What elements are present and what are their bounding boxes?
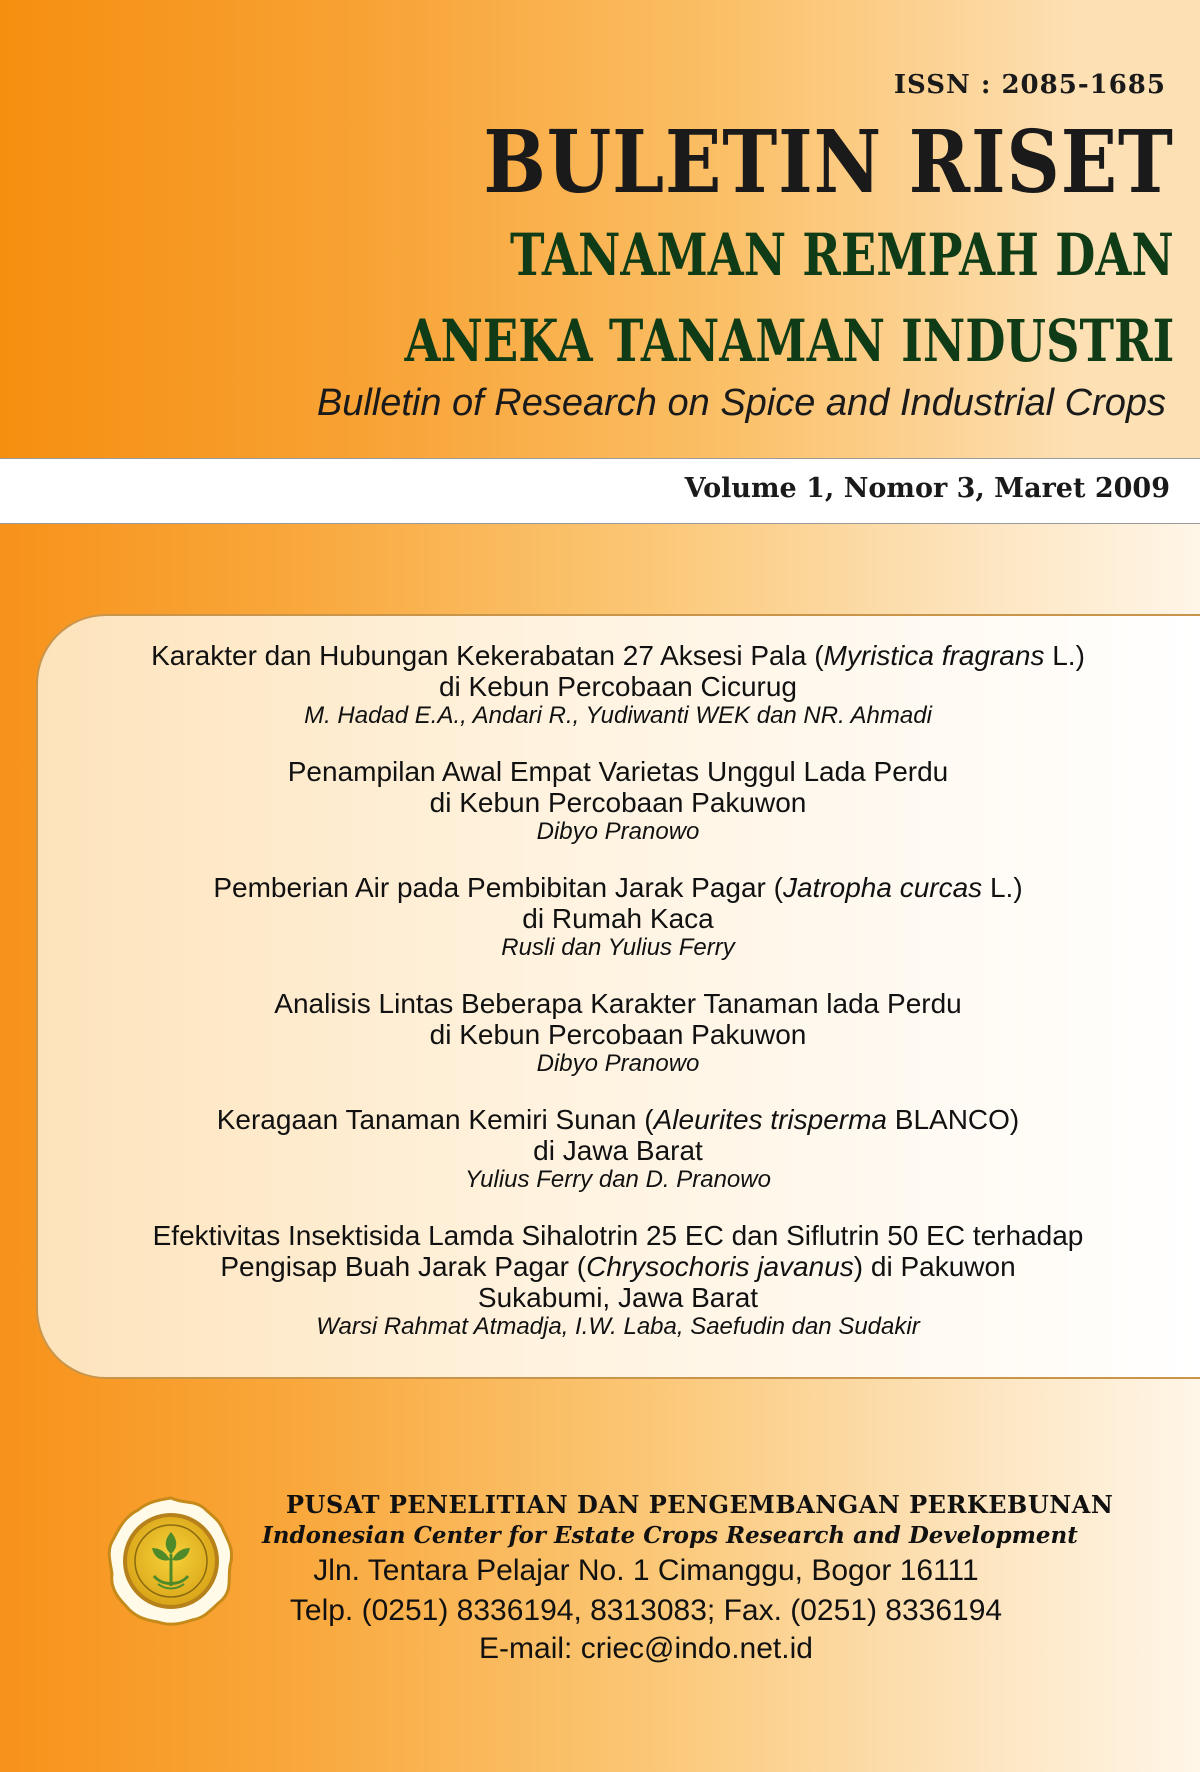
article-title: Efektivitas Insektisida Lamda Sihalotrin 25 EC dan Siflutrin 50 EC terhadap Pengisap Buah Jarak Pagar (Chrysochoris javanus) di Pakuwon Sukabumi, Jawa Barat [152, 1220, 1084, 1313]
table-of-contents [36, 614, 1200, 1379]
volume-band [0, 458, 1200, 524]
article-authors: M. Hadad E.A., Andari R., Yudiwanti WEK dan NR. Ahmadi [304, 702, 932, 729]
article-item [38, 1220, 1198, 1341]
article-item [38, 988, 1198, 1078]
journal-subtitle-line2: ANEKA TANAMAN INDUSTRI [404, 307, 1174, 375]
article-authors: Rusli dan Yulius Ferry [501, 934, 735, 961]
article-authors: Dibyo Pranowo [536, 818, 700, 845]
article-authors: Dibyo Pranowo [536, 1050, 700, 1077]
volume-info: Volume 1, Nomor 3, Maret 2009 [684, 473, 1170, 504]
publisher-address: Jln. Tentara Pelajar No. 1 Cimanggu, Bogor 16111 [313, 1554, 979, 1587]
issn: ISSN : 2085-1685 [893, 70, 1166, 100]
publisher-phone: Telp. (0251) 8336194, 8313083; Fax. (0251) 8336194 [289, 1594, 1003, 1627]
article-title: Penampilan Awal Empat Varietas Unggul Lada Perdu di Kebun Percobaan Pakuwon [287, 756, 949, 818]
journal-title: BULETIN RISET [483, 112, 1174, 213]
article-item [38, 872, 1198, 962]
article-authors: Yulius Ferry dan D. Pranowo [465, 1166, 771, 1193]
journal-subtitle-line1: TANAMAN REMPAH DAN [510, 221, 1174, 289]
article-authors: Warsi Rahmat Atmadja, I.W. Laba, Saefudin dan Sudakir [316, 1313, 920, 1340]
article-title: Keragaan Tanaman Kemiri Sunan (Aleurites trisperma BLANCO) di Jawa Barat [216, 1104, 1020, 1166]
article-item [38, 756, 1198, 846]
publisher-name-en: Indonesian Center for Estate Crops Research and Development [262, 1522, 1078, 1549]
publisher-email: E-mail: criec@indo.net.id [479, 1632, 813, 1665]
journal-english-title: Bulletin of Research on Spice and Industrial Crops [316, 382, 1166, 424]
article-title: Analisis Lintas Beberapa Karakter Tanaman lada Perdu di Kebun Percobaan Pakuwon [274, 988, 962, 1050]
publisher-footer [0, 1470, 1200, 1772]
article-title: Karakter dan Hubungan Kekerabatan 27 Aksesi Pala (Myristica fragrans L.) di Kebun Percobaan Cicurug [151, 640, 1085, 702]
article-item [38, 1104, 1198, 1194]
article-item [38, 640, 1198, 730]
article-title: Pemberian Air pada Pembibitan Jarak Pagar (Jatropha curcas L.) di Rumah Kaca [213, 872, 1023, 934]
agriculture-ministry-emblem-icon [104, 1494, 238, 1628]
publisher-name-id: PUSAT PENELITIAN DAN PENGEMBANGAN PERKEBUNAN [286, 1490, 1114, 1519]
